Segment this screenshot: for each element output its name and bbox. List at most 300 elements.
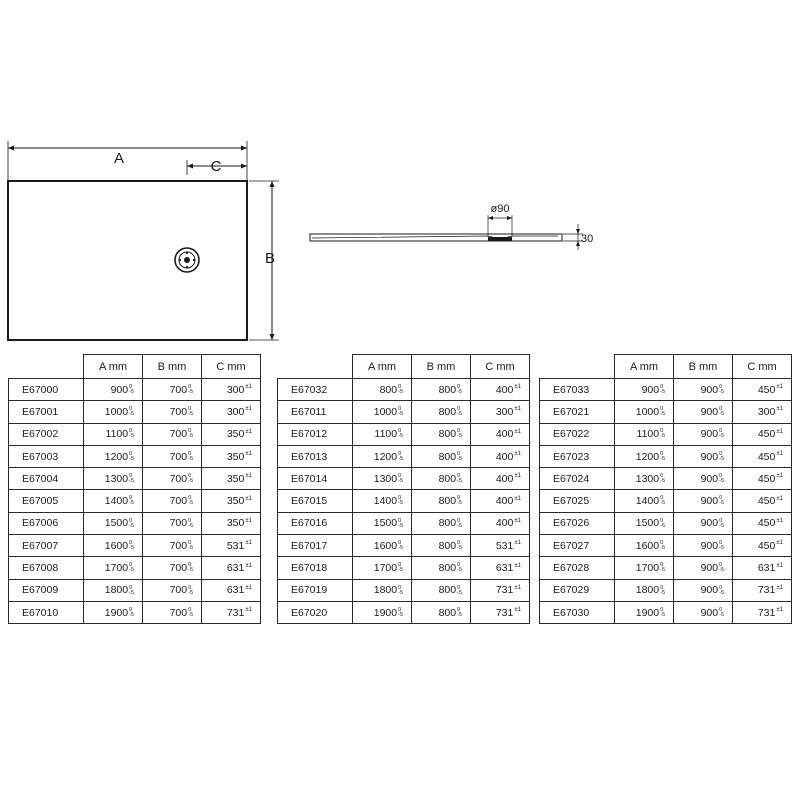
cell-c — [202, 468, 261, 490]
tolerance-lower: -5 — [129, 589, 134, 596]
cell-a — [615, 535, 674, 557]
cell-a — [353, 423, 412, 445]
tolerance-upper: 0 — [660, 495, 664, 502]
tolerance-b — [719, 385, 724, 395]
tolerance-upper: 0 — [398, 584, 402, 591]
cell-a — [84, 579, 143, 601]
tolerance-lower: -5 — [398, 522, 403, 529]
tolerance-upper: 0 — [398, 383, 402, 390]
table-header-corner — [540, 355, 615, 379]
tolerance-c: ±1 — [245, 562, 252, 569]
tolerance-lower: -5 — [457, 455, 462, 462]
cell-c — [202, 401, 261, 423]
tolerance-c: ±1 — [514, 451, 521, 458]
value-b: 800 — [438, 517, 457, 530]
value-b: 800 — [438, 562, 457, 575]
tolerance-c: ±1 — [245, 540, 252, 547]
tolerance-upper: 0 — [719, 406, 723, 413]
table-row — [9, 379, 261, 401]
cell-a — [353, 445, 412, 467]
table-row — [278, 535, 530, 557]
tolerance-a — [660, 385, 665, 395]
tolerance-upper: 0 — [457, 406, 461, 413]
tolerance-a — [129, 474, 134, 484]
table-row — [9, 601, 261, 623]
model-code: E67010 — [9, 601, 84, 623]
tolerance-upper: 0 — [188, 562, 192, 569]
cell-a — [84, 379, 143, 401]
tolerance-lower: -5 — [398, 589, 403, 596]
tolerance-a — [398, 608, 403, 618]
cell-b — [143, 535, 202, 557]
table-row — [278, 423, 530, 445]
value-c: 450 — [757, 517, 776, 530]
tolerance-lower: -5 — [398, 567, 403, 574]
tolerance-c: ±1 — [245, 384, 252, 391]
dimension-table-700 — [8, 354, 261, 624]
cell-c — [202, 490, 261, 512]
tolerance-a — [660, 429, 665, 439]
value-b: 800 — [438, 383, 457, 396]
value-c: 631 — [757, 562, 776, 575]
tolerance-b — [719, 541, 724, 551]
tolerance-upper: 0 — [188, 495, 192, 502]
value-c: 531 — [495, 539, 514, 552]
value-c: 631 — [226, 562, 245, 575]
cell-b — [412, 535, 471, 557]
table-row — [9, 423, 261, 445]
tolerance-lower: -5 — [188, 455, 193, 462]
cell-c — [202, 579, 261, 601]
tolerance-upper: 0 — [719, 562, 723, 569]
tolerance-upper: 0 — [457, 517, 461, 524]
tolerance-lower: -5 — [719, 522, 724, 529]
tolerance-a — [398, 452, 403, 462]
column-header-c: C mm — [202, 355, 261, 379]
value-a: 1100 — [374, 428, 398, 441]
cell-a — [84, 423, 143, 445]
tolerance-b — [719, 563, 724, 573]
tolerance-lower: -5 — [457, 544, 462, 551]
cell-b — [412, 601, 471, 623]
value-c: 631 — [495, 562, 514, 575]
table-row — [9, 401, 261, 423]
tolerance-lower: -5 — [457, 433, 462, 440]
tolerance-lower: -5 — [398, 411, 403, 418]
tolerance-a — [398, 586, 403, 596]
table-row — [278, 579, 530, 601]
tolerance-lower: -5 — [129, 478, 134, 485]
tolerance-upper: 0 — [129, 406, 133, 413]
cell-c — [202, 557, 261, 579]
cell-c — [471, 535, 530, 557]
dimension-table-900 — [539, 354, 792, 624]
tolerance-upper: 0 — [188, 473, 192, 480]
tolerance-lower: -5 — [129, 433, 134, 440]
cell-a — [84, 468, 143, 490]
model-code: E67022 — [540, 423, 615, 445]
tolerance-b — [188, 519, 193, 529]
tolerance-b — [188, 407, 193, 417]
tolerance-b — [188, 385, 193, 395]
tolerance-c: ±1 — [514, 428, 521, 435]
tolerance-b — [457, 586, 462, 596]
value-c: 350 — [226, 495, 245, 508]
model-code: E67012 — [278, 423, 353, 445]
tolerance-b — [188, 608, 193, 618]
tolerance-lower: -5 — [660, 500, 665, 507]
tolerance-lower: -5 — [188, 611, 193, 618]
tolerance-upper: 0 — [188, 539, 192, 546]
model-code: E67014 — [278, 468, 353, 490]
cell-c — [471, 557, 530, 579]
tolerance-b — [719, 586, 724, 596]
tolerance-c: ±1 — [776, 562, 783, 569]
model-code: E67004 — [9, 468, 84, 490]
tolerance-upper: 0 — [129, 562, 133, 569]
table-row — [9, 512, 261, 534]
tolerance-lower: -5 — [457, 522, 462, 529]
model-code: E67009 — [9, 579, 84, 601]
column-header-b: B mm — [412, 355, 471, 379]
model-code: E67006 — [9, 512, 84, 534]
value-b: 700 — [169, 517, 188, 530]
value-b: 700 — [169, 472, 188, 485]
model-code: E67027 — [540, 535, 615, 557]
table-header-corner — [278, 355, 353, 379]
tolerance-c: ±1 — [776, 451, 783, 458]
cell-b — [674, 579, 733, 601]
cell-a — [84, 557, 143, 579]
value-b: 800 — [438, 606, 457, 619]
tolerance-c: ±1 — [514, 517, 521, 524]
model-code: E67029 — [540, 579, 615, 601]
value-c: 450 — [757, 495, 776, 508]
value-b: 900 — [700, 383, 719, 396]
table-row — [9, 445, 261, 467]
model-code: E67000 — [9, 379, 84, 401]
tolerance-a — [660, 608, 665, 618]
column-header-a: A mm — [84, 355, 143, 379]
tolerance-lower: -5 — [660, 567, 665, 574]
table-row — [540, 535, 792, 557]
cell-b — [674, 423, 733, 445]
tolerance-upper: 0 — [719, 450, 723, 457]
value-a: 1800 — [635, 584, 660, 597]
cell-b — [674, 490, 733, 512]
tolerance-lower: -5 — [660, 455, 665, 462]
value-c: 350 — [226, 472, 245, 485]
cell-b — [143, 512, 202, 534]
tolerance-lower: -5 — [660, 611, 665, 618]
table-row — [540, 601, 792, 623]
tolerance-b — [719, 452, 724, 462]
value-a: 1500 — [373, 517, 398, 530]
tolerance-lower: -5 — [719, 589, 724, 596]
value-a: 1900 — [104, 606, 129, 619]
value-b: 900 — [700, 606, 719, 619]
tolerance-lower: -5 — [129, 567, 134, 574]
cell-a — [615, 490, 674, 512]
cell-b — [412, 445, 471, 467]
tolerance-b — [719, 519, 724, 529]
cell-b — [143, 468, 202, 490]
value-c: 400 — [495, 428, 514, 441]
value-b: 900 — [700, 472, 719, 485]
cell-b — [674, 468, 733, 490]
value-a: 1000 — [635, 405, 660, 418]
tray-slope-line — [312, 236, 558, 239]
cell-a — [353, 535, 412, 557]
tolerance-a — [398, 519, 403, 529]
model-code: E67013 — [278, 445, 353, 467]
cell-a — [84, 601, 143, 623]
tolerance-upper: 0 — [188, 406, 192, 413]
tolerance-upper: 0 — [660, 517, 664, 524]
cell-b — [674, 512, 733, 534]
tolerance-upper: 0 — [457, 606, 461, 613]
tolerance-b — [188, 563, 193, 573]
tolerance-b — [457, 429, 462, 439]
table-row — [278, 379, 530, 401]
tolerance-upper: 0 — [457, 383, 461, 390]
drain-section — [488, 237, 512, 241]
value-c: 350 — [226, 450, 245, 463]
tolerance-a — [660, 519, 665, 529]
tolerance-upper: 0 — [719, 584, 723, 591]
value-b: 800 — [438, 539, 457, 552]
value-a: 1600 — [104, 539, 129, 552]
value-a: 1700 — [373, 562, 398, 575]
value-b: 800 — [438, 495, 457, 508]
tolerance-upper: 0 — [129, 539, 133, 546]
cell-a — [615, 601, 674, 623]
tolerance-lower: -5 — [660, 589, 665, 596]
tolerance-b — [719, 429, 724, 439]
table-row — [278, 512, 530, 534]
model-code: E67030 — [540, 601, 615, 623]
drain-icon — [175, 248, 199, 272]
value-b: 900 — [700, 517, 719, 530]
tolerance-b — [719, 496, 724, 506]
cell-b — [143, 423, 202, 445]
tolerance-b — [457, 452, 462, 462]
tolerance-lower: -5 — [719, 500, 724, 507]
cell-b — [143, 579, 202, 601]
value-b: 700 — [169, 562, 188, 575]
column-header-a: A mm — [615, 355, 674, 379]
value-a: 900 — [641, 383, 660, 396]
tolerance-upper: 0 — [719, 383, 723, 390]
tolerance-upper: 0 — [129, 473, 133, 480]
tolerance-c: ±1 — [514, 562, 521, 569]
value-b: 700 — [169, 495, 188, 508]
cell-b — [412, 423, 471, 445]
tolerance-a — [129, 429, 134, 439]
tolerance-upper: 0 — [129, 450, 133, 457]
tolerance-c: ±1 — [776, 428, 783, 435]
tolerance-lower: -5 — [660, 522, 665, 529]
cell-a — [84, 512, 143, 534]
cell-c — [471, 445, 530, 467]
value-c: 400 — [495, 383, 514, 396]
model-code: E67025 — [540, 490, 615, 512]
tolerance-upper: 0 — [457, 584, 461, 591]
dim-a-label: A — [113, 150, 125, 167]
value-a: 1000 — [104, 405, 129, 418]
table-header-row — [278, 355, 530, 379]
cell-c — [202, 512, 261, 534]
table-row — [278, 468, 530, 490]
cell-b — [412, 557, 471, 579]
tolerance-a — [660, 407, 665, 417]
tolerance-upper: 0 — [398, 406, 402, 413]
cell-a — [84, 490, 143, 512]
value-b: 900 — [700, 584, 719, 597]
table-row — [278, 490, 530, 512]
tolerance-c: ±1 — [514, 495, 521, 502]
model-code: E67032 — [278, 379, 353, 401]
value-a: 1500 — [635, 517, 660, 530]
value-b: 700 — [169, 428, 188, 441]
model-code: E67005 — [9, 490, 84, 512]
model-code: E67026 — [540, 512, 615, 534]
cell-c — [733, 557, 792, 579]
table-row — [9, 535, 261, 557]
tolerance-b — [719, 407, 724, 417]
value-a: 1100 — [636, 428, 660, 441]
cell-a — [615, 379, 674, 401]
value-b: 900 — [700, 405, 719, 418]
cell-b — [674, 535, 733, 557]
tolerance-a — [398, 541, 403, 551]
table-row — [9, 468, 261, 490]
tolerance-lower: -5 — [660, 478, 665, 485]
tolerance-upper: 0 — [660, 406, 664, 413]
tolerance-upper: 0 — [398, 495, 402, 502]
tolerance-lower: -5 — [398, 388, 403, 395]
tolerance-b — [188, 429, 193, 439]
tolerance-lower: -5 — [129, 411, 134, 418]
tolerance-c: ±1 — [514, 584, 521, 591]
tolerance-upper: 0 — [188, 517, 192, 524]
tolerance-lower: -5 — [398, 544, 403, 551]
value-a: 1600 — [635, 539, 660, 552]
table-row — [540, 423, 792, 445]
cell-c — [733, 490, 792, 512]
tolerance-a — [398, 385, 403, 395]
tolerance-b — [457, 563, 462, 573]
tolerance-lower: -5 — [457, 388, 462, 395]
tray-height-label: 30 — [581, 233, 594, 245]
tolerance-a — [129, 519, 134, 529]
value-b: 700 — [169, 584, 188, 597]
value-c: 731 — [495, 584, 514, 597]
column-header-c: C mm — [471, 355, 530, 379]
tolerance-c: ±1 — [245, 406, 252, 413]
tolerance-lower: -5 — [188, 567, 193, 574]
value-c: 731 — [757, 606, 776, 619]
model-code: E67018 — [278, 557, 353, 579]
tolerance-lower: -5 — [129, 500, 134, 507]
tolerance-upper: 0 — [660, 428, 664, 435]
tolerance-b — [188, 452, 193, 462]
value-b: 900 — [700, 428, 719, 441]
tolerance-lower: -5 — [660, 388, 665, 395]
value-c: 400 — [495, 495, 514, 508]
table-row — [540, 468, 792, 490]
cell-c — [733, 379, 792, 401]
column-header-b: B mm — [674, 355, 733, 379]
tolerance-upper: 0 — [398, 473, 402, 480]
tolerance-upper: 0 — [188, 428, 192, 435]
tolerance-lower: -5 — [398, 611, 403, 618]
cell-b — [674, 379, 733, 401]
tolerance-b — [719, 608, 724, 618]
tolerance-c: ±1 — [245, 451, 252, 458]
value-c: 300 — [226, 405, 245, 418]
tolerance-lower: -5 — [398, 500, 403, 507]
tolerance-upper: 0 — [398, 428, 402, 435]
tolerance-b — [188, 541, 193, 551]
cell-a — [353, 557, 412, 579]
tolerance-c: ±1 — [245, 428, 252, 435]
cell-a — [84, 535, 143, 557]
tolerance-c: ±1 — [245, 517, 252, 524]
tolerance-c: ±1 — [776, 517, 783, 524]
table-row — [540, 579, 792, 601]
tolerance-a — [398, 474, 403, 484]
value-c: 350 — [226, 517, 245, 530]
table-row — [9, 579, 261, 601]
model-code: E67021 — [540, 401, 615, 423]
model-code: E67019 — [278, 579, 353, 601]
tolerance-lower: -5 — [188, 500, 193, 507]
tolerance-lower: -5 — [129, 611, 134, 618]
value-c: 450 — [757, 472, 776, 485]
tolerance-c: ±1 — [776, 540, 783, 547]
value-b: 900 — [700, 562, 719, 575]
cell-b — [674, 445, 733, 467]
column-header-b: B mm — [143, 355, 202, 379]
tolerance-b — [188, 474, 193, 484]
tolerance-upper: 0 — [457, 428, 461, 435]
model-code: E67028 — [540, 557, 615, 579]
model-code: E67016 — [278, 512, 353, 534]
tolerance-upper: 0 — [660, 584, 664, 591]
value-b: 900 — [700, 539, 719, 552]
tolerance-upper: 0 — [660, 606, 664, 613]
tolerance-lower: -5 — [188, 411, 193, 418]
cell-b — [412, 579, 471, 601]
tolerance-upper: 0 — [719, 428, 723, 435]
tolerance-upper: 0 — [188, 606, 192, 613]
tolerance-c: ±1 — [514, 406, 521, 413]
table-header-row — [9, 355, 261, 379]
tolerance-upper: 0 — [457, 562, 461, 569]
value-a: 1300 — [635, 472, 660, 485]
tolerance-lower: -5 — [457, 589, 462, 596]
value-a: 1500 — [104, 517, 129, 530]
tolerance-a — [398, 563, 403, 573]
value-c: 400 — [495, 450, 514, 463]
cell-a — [615, 512, 674, 534]
tolerance-upper: 0 — [129, 517, 133, 524]
tolerance-lower: -5 — [188, 544, 193, 551]
value-b: 700 — [169, 450, 188, 463]
value-a: 1200 — [635, 450, 660, 463]
cell-c — [202, 445, 261, 467]
